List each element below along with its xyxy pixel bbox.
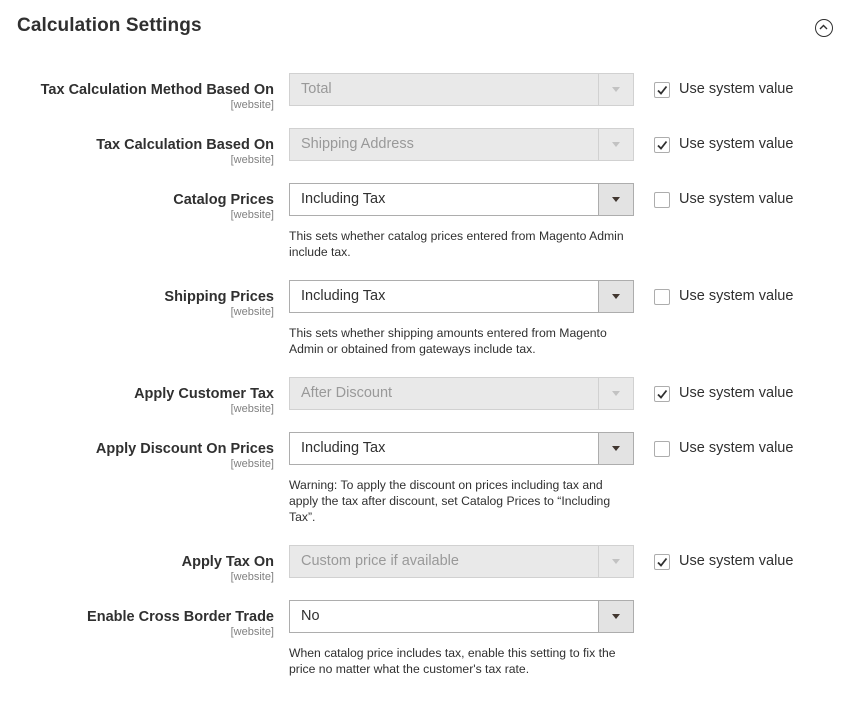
dropdown-toggle <box>598 74 633 105</box>
setting-label: Tax Calculation Method Based On <box>40 82 274 98</box>
use-system-value-label[interactable]: Use system value <box>679 385 794 401</box>
setting-label-group <box>0 385 274 415</box>
dropdown-toggle[interactable] <box>598 433 633 464</box>
scope-label: [website] <box>230 458 274 470</box>
checkmark-icon <box>656 388 668 400</box>
caret-down-icon <box>612 446 620 451</box>
setting-select <box>289 73 634 106</box>
caret-down-icon <box>612 294 620 299</box>
use-system-value-label[interactable]: Use system value <box>679 191 794 207</box>
dropdown-toggle[interactable] <box>598 281 633 312</box>
setting-label-group <box>0 440 274 470</box>
caret-down-icon <box>612 197 620 202</box>
caret-down-icon <box>612 87 620 92</box>
caret-down-icon <box>612 559 620 564</box>
select-value: Including Tax <box>301 191 386 207</box>
select-value: Shipping Address <box>301 136 414 152</box>
dropdown-toggle <box>598 378 633 409</box>
scope-label: [website] <box>230 403 274 415</box>
use-system-value-label[interactable]: Use system value <box>679 440 794 456</box>
scope-label: [website] <box>230 209 274 221</box>
use-system-value-checkbox[interactable] <box>654 386 670 402</box>
setting-select <box>289 377 634 410</box>
checkmark-icon <box>656 556 668 568</box>
setting-label-group <box>0 81 274 111</box>
caret-down-icon <box>612 614 620 619</box>
setting-label-group <box>0 288 274 318</box>
setting-select[interactable] <box>289 280 634 313</box>
dropdown-toggle <box>598 129 633 160</box>
scope-label: [website] <box>230 571 274 583</box>
select-value: Including Tax <box>301 440 386 456</box>
scope-label: [website] <box>230 99 274 111</box>
use-system-value-checkbox[interactable] <box>654 289 670 305</box>
checkmark-icon <box>656 84 668 96</box>
setting-label: Catalog Prices <box>173 192 274 208</box>
use-system-value-checkbox[interactable] <box>654 82 670 98</box>
select-value: After Discount <box>301 385 393 401</box>
select-value: Custom price if available <box>301 553 459 569</box>
setting-select[interactable] <box>289 183 634 216</box>
setting-label: Apply Tax On <box>181 554 274 570</box>
setting-select <box>289 545 634 578</box>
setting-label-group <box>0 136 274 166</box>
collapse-section-button[interactable] <box>815 19 833 37</box>
field-note: Warning: To apply the discount on prices including tax and apply the tax after discount, set Catalog Prices to “Including Tax”. <box>289 478 611 524</box>
scope-label: [website] <box>230 306 274 318</box>
setting-label: Tax Calculation Based On <box>96 137 274 153</box>
setting-select[interactable] <box>289 600 634 633</box>
use-system-value-label[interactable]: Use system value <box>679 136 794 152</box>
checkmark-icon <box>656 139 668 151</box>
setting-label: Apply Discount On Prices <box>95 441 274 457</box>
select-value: Including Tax <box>301 288 386 304</box>
field-note: This sets whether shipping amounts entered from Magento Admin or obtained from gateways include tax. <box>289 326 607 356</box>
setting-select <box>289 128 634 161</box>
caret-down-icon <box>612 142 620 147</box>
setting-select[interactable] <box>289 432 634 465</box>
select-value: Total <box>301 81 332 97</box>
use-system-value-checkbox[interactable] <box>654 192 670 208</box>
use-system-value-checkbox[interactable] <box>654 441 670 457</box>
field-note: When catalog price includes tax, enable this setting to fix the price no matter what the customer's tax rate. <box>289 646 616 676</box>
use-system-value-label[interactable]: Use system value <box>679 288 794 304</box>
setting-label: Apply Customer Tax <box>134 386 274 402</box>
chevron-up-icon <box>819 23 828 32</box>
setting-label-group <box>0 191 274 221</box>
scope-label: [website] <box>230 626 274 638</box>
setting-label: Shipping Prices <box>164 289 274 305</box>
scope-label: [website] <box>230 154 274 166</box>
dropdown-toggle <box>598 546 633 577</box>
select-value: No <box>301 608 320 624</box>
field-note: This sets whether catalog prices entered from Magento Admin include tax. <box>289 229 624 259</box>
caret-down-icon <box>612 391 620 396</box>
use-system-value-label[interactable]: Use system value <box>679 81 794 97</box>
section-title: Calculation Settings <box>17 15 202 36</box>
use-system-value-checkbox[interactable] <box>654 137 670 153</box>
dropdown-toggle[interactable] <box>598 184 633 215</box>
setting-label-group <box>0 608 274 638</box>
dropdown-toggle[interactable] <box>598 601 633 632</box>
setting-label-group <box>0 553 274 583</box>
setting-label: Enable Cross Border Trade <box>87 609 274 625</box>
use-system-value-checkbox[interactable] <box>654 554 670 570</box>
use-system-value-label[interactable]: Use system value <box>679 553 794 569</box>
